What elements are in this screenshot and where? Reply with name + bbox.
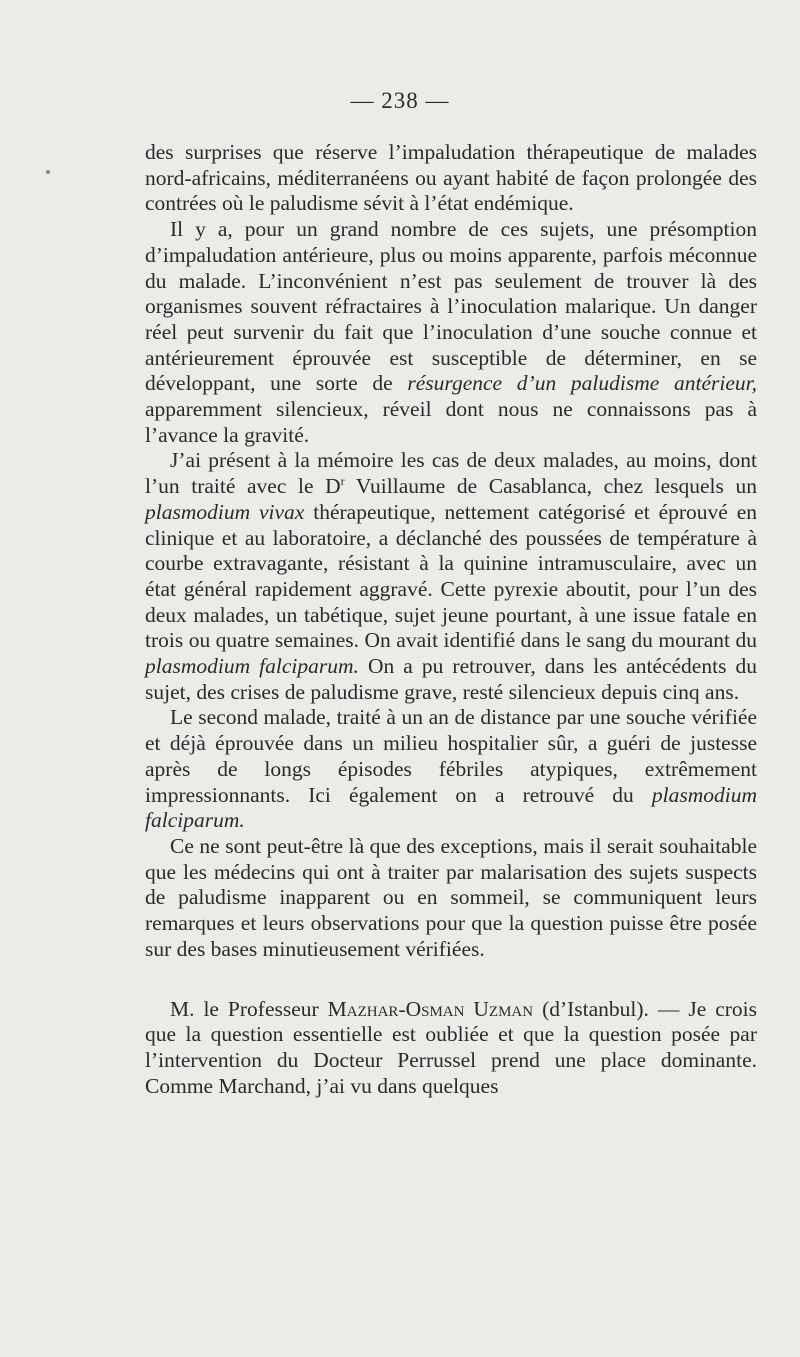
paragraph-5: Ce ne sont peut-être là que des exceptions, mais il serait souhaitable que les médecins qui ont à traiter par malarisation des sujets suspects de paludisme inapparent ou en sommeil, se communiquent leurs remarques et leurs observations pour que la question puisse être posée sur des bases minutieusement vérifiées.	[145, 833, 757, 961]
emphasis-plasmodium-vivax: plasmodium vivax	[145, 499, 305, 524]
margin-speck	[46, 170, 50, 174]
body-text	[145, 140, 757, 1099]
paragraph-6: M. le Professeur Mazhar-Osman Uzman (d’Istanbul). — Je crois que la question essentielle est oubliée et que la question posée par l’intervention du Docteur Perrussel prend une place dominante. Comme Marchand, j’ai vu dans quelques	[145, 996, 758, 1098]
paragraph-3: J’ai présent à la mémoire les cas de deux malades, au moins, dont l’un traité avec le $D^r$ Vuillaume de Casablanca, chez lesquels un plasmodium vivax thérapeutique, nettement catégorisé et éprouvé en clinique et au laboratoire, a déclanché des poussées de température à courbe extravagante, résistant à la quinine intramusculaire, avec un état général rapidement aggravé. Cette pyrexie aboutit, pour l’un des deux malades, un tabétique, sujet jeune pourtant, à une issue fatale en trois ou quatre semaines. On avait identifié dans le sang du mourant du plasmodium falciparum. On a pu retrouver, dans les antécédents du sujet, des crises de paludisme grave, resté silencieux depuis cinq ans.	[145, 448, 757, 704]
page-number: — 238 —	[350, 88, 450, 113]
emphasis-resurgence: résurgence d’un paludisme antérieur,	[407, 371, 757, 396]
emphasis-plasmodium-falciparum-2: plasmodium falciparum.	[145, 782, 757, 833]
emphasis-plasmodium-falciparum: plasmodium falciparum.	[145, 654, 359, 679]
speaker-name: Mazhar-Osman Uzman	[327, 996, 534, 1021]
paragraph-2: Il y a, pour un grand nombre de ces sujets, une présomption d’impaludation antérieure, plus ou moins apparente, parfois méconnue du malade. L’inconvénient n’est pas seulement de trouver là des organismes souvent réfractaires à l’inoculation malarique. Un danger réel peut survenir du fait que l’inoculation d’une souche connue et antérieurement éprouvée est susceptible de déterminer, en se développant, une sorte de résurgence d’un paludisme antérieur, apparemment silencieux, réveil dont nous ne connaissons pas à l’avance la gravité.	[145, 217, 757, 447]
paragraph-1: des surprises que réserve l’impaludation thérapeutique de malades nord-africains, méditerranéens ou ayant habité de façon prolongée des contrées où le paludisme sévit à l’état endémique.	[145, 140, 757, 216]
paragraph-4: Le second malade, traité à un an de distance par une souche vérifiée et déjà éprouvée dans un milieu hospitalier sûr, a guéri de justesse après de longs épisodes fébriles atypiques, extrêmement impressionnants. Ici également on a retrouvé du plasmodium falciparum.	[145, 705, 757, 833]
superscript-r: r	[340, 473, 345, 488]
